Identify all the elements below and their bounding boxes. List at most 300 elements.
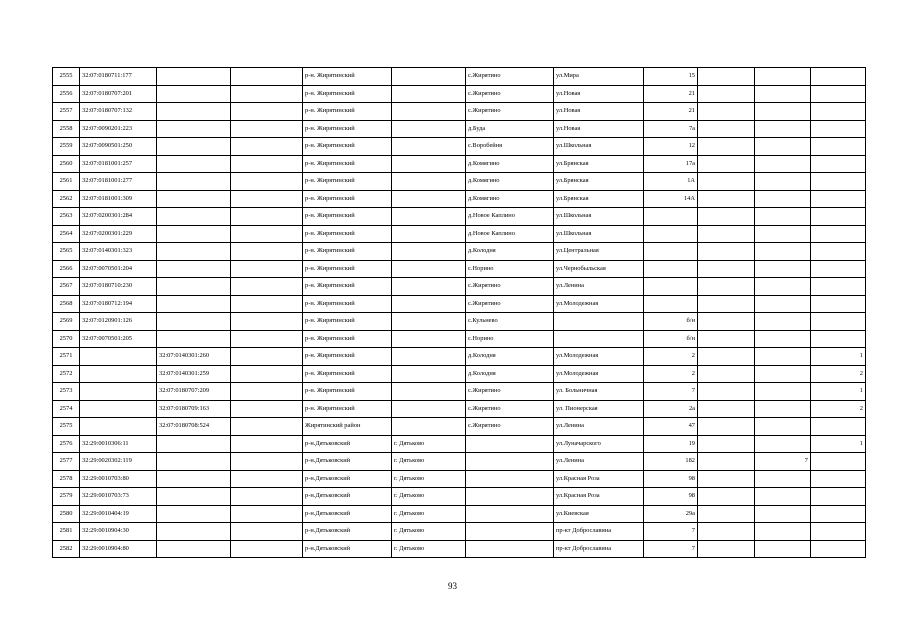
table-cell bbox=[698, 68, 755, 86]
table-cell bbox=[811, 85, 866, 103]
district-cell: р-н. Жирятинский bbox=[303, 225, 392, 243]
cadastral-number-cell: 32:07:0180707:201 bbox=[80, 85, 157, 103]
table-cell bbox=[755, 260, 811, 278]
table-cell bbox=[231, 225, 303, 243]
district-cell: р-н.Дятьковский bbox=[303, 488, 392, 506]
table-cell bbox=[755, 155, 811, 173]
city-cell bbox=[392, 138, 466, 156]
cadastral-number-cell: 32:07:0140301:323 bbox=[80, 243, 157, 261]
table-row bbox=[53, 155, 866, 173]
previous-cadastral-number-cell bbox=[157, 278, 231, 296]
table-cell bbox=[698, 435, 755, 453]
district-cell: р-н. Жирятинский bbox=[303, 330, 392, 348]
row-number-cell: 2580 bbox=[53, 505, 80, 523]
city-cell bbox=[392, 68, 466, 86]
house-number-cell bbox=[644, 243, 698, 261]
table-cell bbox=[755, 435, 811, 453]
table-cell bbox=[231, 418, 303, 436]
table-row bbox=[53, 173, 866, 191]
table-cell bbox=[698, 85, 755, 103]
city-cell: г. Дятьково bbox=[392, 540, 466, 558]
table-cell bbox=[698, 505, 755, 523]
table-cell bbox=[755, 488, 811, 506]
table-row bbox=[53, 208, 866, 226]
table-cell bbox=[755, 138, 811, 156]
street-cell: ул.Луначарского bbox=[554, 435, 644, 453]
house-number-cell: 7 bbox=[644, 540, 698, 558]
table-cell bbox=[698, 400, 755, 418]
cadastral-number-cell: 32:07:0200301:284 bbox=[80, 208, 157, 226]
table-cell bbox=[698, 138, 755, 156]
table-cell bbox=[231, 435, 303, 453]
table-row bbox=[53, 383, 866, 401]
page-number: 93 bbox=[448, 581, 457, 591]
table-cell bbox=[811, 155, 866, 173]
table-cell bbox=[811, 470, 866, 488]
table-cell bbox=[231, 103, 303, 121]
table-cell bbox=[698, 173, 755, 191]
street-cell: ул.Новая bbox=[554, 103, 644, 121]
table-cell bbox=[231, 540, 303, 558]
previous-cadastral-number-cell: 32:07:0140301:259 bbox=[157, 365, 231, 383]
street-cell: ул.Киевская bbox=[554, 505, 644, 523]
previous-cadastral-number-cell: 32:07:0180707:209 bbox=[157, 383, 231, 401]
district-cell: р-н. Жирятинский bbox=[303, 278, 392, 296]
locality-cell: д.Комягино bbox=[466, 155, 554, 173]
street-cell: пр-кт Доброславина bbox=[554, 540, 644, 558]
locality-cell: с.Норино bbox=[466, 330, 554, 348]
street-cell: ул. Пионерская bbox=[554, 400, 644, 418]
table-cell bbox=[755, 330, 811, 348]
previous-cadastral-number-cell bbox=[157, 103, 231, 121]
locality-cell: с.Воробейня bbox=[466, 138, 554, 156]
table-cell bbox=[755, 120, 811, 138]
cadastral-number-cell: 32:07:0180710:230 bbox=[80, 278, 157, 296]
table-row bbox=[53, 138, 866, 156]
district-cell: р-н.Дятьковский bbox=[303, 453, 392, 471]
row-number-cell: 2578 bbox=[53, 470, 80, 488]
city-cell bbox=[392, 225, 466, 243]
table-cell bbox=[698, 155, 755, 173]
locality-cell: с.Жирятино bbox=[466, 68, 554, 86]
table-cell bbox=[755, 348, 811, 366]
table-cell bbox=[231, 295, 303, 313]
table-cell bbox=[698, 488, 755, 506]
street-cell bbox=[554, 313, 644, 331]
table-cell bbox=[811, 295, 866, 313]
house-number-cell: 21 bbox=[644, 103, 698, 121]
city-cell bbox=[392, 418, 466, 436]
table-cell bbox=[755, 68, 811, 86]
table-row bbox=[53, 470, 866, 488]
city-cell bbox=[392, 295, 466, 313]
district-cell: р-н. Жирятинский bbox=[303, 348, 392, 366]
table-cell bbox=[755, 400, 811, 418]
table-cell bbox=[698, 348, 755, 366]
cadastral-number-cell: 32:07:0180712:194 bbox=[80, 295, 157, 313]
city-cell: г. Дятьково bbox=[392, 488, 466, 506]
cadastral-number-cell: 32:07:0180711:177 bbox=[80, 68, 157, 86]
house-number-cell: 17а bbox=[644, 155, 698, 173]
locality-cell: с.Жирятино bbox=[466, 103, 554, 121]
table-row bbox=[53, 120, 866, 138]
street-cell: ул.Молодежная bbox=[554, 365, 644, 383]
table-row bbox=[53, 488, 866, 506]
previous-cadastral-number-cell bbox=[157, 190, 231, 208]
district-cell: р-н. Жирятинский bbox=[303, 85, 392, 103]
house-number-cell: 15 bbox=[644, 68, 698, 86]
cadastral-number-cell: 32:07:0180707:132 bbox=[80, 103, 157, 121]
district-cell: р-н.Дятьковский bbox=[303, 435, 392, 453]
table-row bbox=[53, 523, 866, 541]
street-cell bbox=[554, 330, 644, 348]
table-cell bbox=[698, 383, 755, 401]
house-number-cell: 182 bbox=[644, 453, 698, 471]
table-row bbox=[53, 365, 866, 383]
house-number-cell: 7а bbox=[644, 120, 698, 138]
table-row bbox=[53, 418, 866, 436]
table-cell bbox=[811, 138, 866, 156]
table-row bbox=[53, 453, 866, 471]
district-cell: Жирятинский район bbox=[303, 418, 392, 436]
row-number-cell: 2556 bbox=[53, 85, 80, 103]
street-cell: ул.Брянская bbox=[554, 173, 644, 191]
city-cell: г. Дятьково bbox=[392, 435, 466, 453]
previous-cadastral-number-cell bbox=[157, 85, 231, 103]
cadastral-number-cell: 32:29:0010904:30 bbox=[80, 523, 157, 541]
locality-cell: д.Комягино bbox=[466, 190, 554, 208]
house-number-cell bbox=[644, 278, 698, 296]
city-cell bbox=[392, 400, 466, 418]
cadastral-number-cell: 32:07:0200301:229 bbox=[80, 225, 157, 243]
cadastral-number-cell: 32:07:0070501:205 bbox=[80, 330, 157, 348]
table-cell bbox=[755, 540, 811, 558]
table-cell bbox=[231, 155, 303, 173]
district-cell: р-н. Жирятинский bbox=[303, 365, 392, 383]
table-cell bbox=[811, 488, 866, 506]
table-cell bbox=[755, 278, 811, 296]
district-cell: р-н. Жирятинский bbox=[303, 295, 392, 313]
district-cell: р-н.Дятьковский bbox=[303, 523, 392, 541]
table-cell bbox=[698, 260, 755, 278]
district-cell: р-н.Дятьковский bbox=[303, 505, 392, 523]
table-cell bbox=[811, 190, 866, 208]
house-number-cell: 19 bbox=[644, 435, 698, 453]
district-cell: р-н. Жирятинский bbox=[303, 383, 392, 401]
table-cell: 1 bbox=[811, 383, 866, 401]
cadastral-number-cell: 32:29:0020302:119 bbox=[80, 453, 157, 471]
street-cell: ул.Мира bbox=[554, 68, 644, 86]
table-cell bbox=[811, 523, 866, 541]
house-number-cell: б/н bbox=[644, 313, 698, 331]
table-cell bbox=[231, 85, 303, 103]
table-cell bbox=[811, 418, 866, 436]
house-number-cell: 2 bbox=[644, 348, 698, 366]
street-cell: ул.Новая bbox=[554, 120, 644, 138]
table-cell bbox=[231, 383, 303, 401]
table-cell bbox=[231, 348, 303, 366]
locality-cell: д.Колодня bbox=[466, 365, 554, 383]
table-cell bbox=[755, 208, 811, 226]
district-cell: р-н.Дятьковский bbox=[303, 470, 392, 488]
table-cell bbox=[755, 383, 811, 401]
table-cell bbox=[698, 190, 755, 208]
table-cell bbox=[698, 523, 755, 541]
city-cell bbox=[392, 173, 466, 191]
street-cell: ул.Молодежная bbox=[554, 348, 644, 366]
row-number-cell: 2558 bbox=[53, 120, 80, 138]
table-cell bbox=[811, 208, 866, 226]
table-cell bbox=[755, 523, 811, 541]
city-cell bbox=[392, 383, 466, 401]
locality-cell: с.Жирятино bbox=[466, 85, 554, 103]
locality-cell: с.Норино bbox=[466, 260, 554, 278]
previous-cadastral-number-cell bbox=[157, 453, 231, 471]
city-cell bbox=[392, 348, 466, 366]
table-row bbox=[53, 68, 866, 86]
row-number-cell: 2559 bbox=[53, 138, 80, 156]
table-cell bbox=[698, 103, 755, 121]
locality-cell: с.Жирятино bbox=[466, 400, 554, 418]
city-cell bbox=[392, 330, 466, 348]
table-cell bbox=[231, 68, 303, 86]
table-cell bbox=[231, 453, 303, 471]
row-number-cell: 2575 bbox=[53, 418, 80, 436]
table-row bbox=[53, 260, 866, 278]
locality-cell: д.Комягино bbox=[466, 173, 554, 191]
table-row bbox=[53, 190, 866, 208]
table-cell bbox=[231, 470, 303, 488]
table-row bbox=[53, 540, 866, 558]
house-number-cell: 12 bbox=[644, 138, 698, 156]
previous-cadastral-number-cell bbox=[157, 330, 231, 348]
previous-cadastral-number-cell: 32:07:0180709:163 bbox=[157, 400, 231, 418]
row-number-cell: 2570 bbox=[53, 330, 80, 348]
locality-cell bbox=[466, 453, 554, 471]
table-cell bbox=[231, 120, 303, 138]
table-cell bbox=[698, 243, 755, 261]
row-number-cell: 2574 bbox=[53, 400, 80, 418]
table-cell bbox=[231, 523, 303, 541]
street-cell: ул.Новая bbox=[554, 85, 644, 103]
table-row bbox=[53, 278, 866, 296]
row-number-cell: 2579 bbox=[53, 488, 80, 506]
house-number-cell: 47 bbox=[644, 418, 698, 436]
table-cell bbox=[231, 330, 303, 348]
table-cell bbox=[811, 260, 866, 278]
district-cell: р-н. Жирятинский bbox=[303, 208, 392, 226]
house-number-cell: б/н bbox=[644, 330, 698, 348]
table-cell bbox=[755, 103, 811, 121]
table-row bbox=[53, 243, 866, 261]
table-cell bbox=[755, 313, 811, 331]
city-cell: г. Дятьково bbox=[392, 470, 466, 488]
city-cell bbox=[392, 120, 466, 138]
district-cell: р-н. Жирятинский bbox=[303, 155, 392, 173]
table-body bbox=[53, 68, 866, 558]
previous-cadastral-number-cell bbox=[157, 488, 231, 506]
locality-cell: с.Жирятино bbox=[466, 278, 554, 296]
district-cell: р-н. Жирятинский bbox=[303, 68, 392, 86]
district-cell: р-н. Жирятинский bbox=[303, 190, 392, 208]
table-cell bbox=[811, 505, 866, 523]
table-cell bbox=[811, 68, 866, 86]
table-cell bbox=[755, 85, 811, 103]
street-cell: ул.Брянская bbox=[554, 155, 644, 173]
table-cell bbox=[231, 138, 303, 156]
street-cell: ул.Центральная bbox=[554, 243, 644, 261]
locality-cell bbox=[466, 488, 554, 506]
previous-cadastral-number-cell: 32:07:0140301:260 bbox=[157, 348, 231, 366]
previous-cadastral-number-cell bbox=[157, 470, 231, 488]
table-cell: 7 bbox=[755, 453, 811, 471]
table-cell bbox=[698, 470, 755, 488]
street-cell: ул.Ленина bbox=[554, 453, 644, 471]
district-cell: р-н. Жирятинский bbox=[303, 313, 392, 331]
table-cell bbox=[698, 453, 755, 471]
previous-cadastral-number-cell bbox=[157, 243, 231, 261]
house-number-cell: 2 bbox=[644, 365, 698, 383]
house-number-cell: 2а bbox=[644, 400, 698, 418]
city-cell bbox=[392, 85, 466, 103]
previous-cadastral-number-cell bbox=[157, 435, 231, 453]
table-row bbox=[53, 103, 866, 121]
city-cell: г. Дятьково bbox=[392, 523, 466, 541]
house-number-cell: 21 bbox=[644, 85, 698, 103]
district-cell: р-н. Жирятинский bbox=[303, 260, 392, 278]
table-cell bbox=[811, 313, 866, 331]
city-cell: г. Дятьково bbox=[392, 505, 466, 523]
city-cell bbox=[392, 103, 466, 121]
table-cell bbox=[231, 278, 303, 296]
row-number-cell: 2571 bbox=[53, 348, 80, 366]
table-cell bbox=[231, 313, 303, 331]
house-number-cell bbox=[644, 260, 698, 278]
previous-cadastral-number-cell bbox=[157, 540, 231, 558]
locality-cell: д.Колодня bbox=[466, 243, 554, 261]
cadastral-number-cell: 32:29:0010703:80 bbox=[80, 470, 157, 488]
table-cell bbox=[755, 505, 811, 523]
previous-cadastral-number-cell bbox=[157, 523, 231, 541]
cadastral-number-cell bbox=[80, 400, 157, 418]
table-cell bbox=[698, 278, 755, 296]
table-cell: 2 bbox=[811, 365, 866, 383]
cadastral-number-cell: 32:29:0010306:11 bbox=[80, 435, 157, 453]
cadastral-number-cell bbox=[80, 418, 157, 436]
table-cell bbox=[755, 190, 811, 208]
street-cell: ул.Школьная bbox=[554, 225, 644, 243]
table-cell bbox=[698, 540, 755, 558]
table-row bbox=[53, 225, 866, 243]
table-cell bbox=[231, 400, 303, 418]
previous-cadastral-number-cell bbox=[157, 138, 231, 156]
table-cell bbox=[698, 330, 755, 348]
street-cell: ул.Брянская bbox=[554, 190, 644, 208]
street-cell: ул.Ленина bbox=[554, 278, 644, 296]
table-cell: 1 bbox=[811, 348, 866, 366]
house-number-cell: 98 bbox=[644, 488, 698, 506]
district-cell: р-н. Жирятинский bbox=[303, 173, 392, 191]
locality-cell bbox=[466, 505, 554, 523]
house-number-cell: 29а bbox=[644, 505, 698, 523]
house-number-cell bbox=[644, 295, 698, 313]
row-number-cell: 2561 bbox=[53, 173, 80, 191]
table-row bbox=[53, 505, 866, 523]
locality-cell: с.Кульнево bbox=[466, 313, 554, 331]
registry-table bbox=[52, 67, 866, 558]
city-cell bbox=[392, 278, 466, 296]
cadastral-number-cell: 32:07:0120901:126 bbox=[80, 313, 157, 331]
table-cell bbox=[755, 470, 811, 488]
cadastral-number-cell: 32:07:0090501:250 bbox=[80, 138, 157, 156]
row-number-cell: 2557 bbox=[53, 103, 80, 121]
table-cell bbox=[755, 173, 811, 191]
table-cell bbox=[231, 173, 303, 191]
table-cell bbox=[755, 243, 811, 261]
locality-cell bbox=[466, 523, 554, 541]
cadastral-number-cell: 32:29:0010404:19 bbox=[80, 505, 157, 523]
locality-cell bbox=[466, 435, 554, 453]
locality-cell: с.Жирятино bbox=[466, 295, 554, 313]
table-cell bbox=[698, 208, 755, 226]
table-cell bbox=[231, 190, 303, 208]
locality-cell: д.Новое Каплино bbox=[466, 208, 554, 226]
street-cell: ул. Больничная bbox=[554, 383, 644, 401]
row-number-cell: 2564 bbox=[53, 225, 80, 243]
locality-cell bbox=[466, 540, 554, 558]
table-cell bbox=[811, 103, 866, 121]
row-number-cell: 2582 bbox=[53, 540, 80, 558]
table-cell bbox=[231, 365, 303, 383]
table-cell bbox=[811, 243, 866, 261]
cadastral-number-cell: 32:07:0181001:257 bbox=[80, 155, 157, 173]
previous-cadastral-number-cell bbox=[157, 208, 231, 226]
row-number-cell: 2565 bbox=[53, 243, 80, 261]
table-cell bbox=[811, 540, 866, 558]
district-cell: р-н.Дятьковский bbox=[303, 540, 392, 558]
house-number-cell: 7 bbox=[644, 383, 698, 401]
locality-cell: д.Колодня bbox=[466, 348, 554, 366]
street-cell: ул.Ленина bbox=[554, 418, 644, 436]
cadastral-number-cell: 32:29:0010703:73 bbox=[80, 488, 157, 506]
house-number-cell: 98 bbox=[644, 470, 698, 488]
city-cell bbox=[392, 243, 466, 261]
table-cell bbox=[811, 330, 866, 348]
table-cell bbox=[698, 418, 755, 436]
table-cell bbox=[811, 453, 866, 471]
street-cell: ул.Чернобыльская bbox=[554, 260, 644, 278]
street-cell: пр-кт Доброславина bbox=[554, 523, 644, 541]
city-cell bbox=[392, 365, 466, 383]
city-cell: г. Дятьково bbox=[392, 453, 466, 471]
table-cell bbox=[755, 225, 811, 243]
table-cell bbox=[231, 505, 303, 523]
table-cell bbox=[231, 243, 303, 261]
table-cell bbox=[698, 365, 755, 383]
previous-cadastral-number-cell bbox=[157, 505, 231, 523]
district-cell: р-н. Жирятинский bbox=[303, 120, 392, 138]
row-number-cell: 2569 bbox=[53, 313, 80, 331]
street-cell: ул.Школьная bbox=[554, 208, 644, 226]
row-number-cell: 2567 bbox=[53, 278, 80, 296]
table-row bbox=[53, 295, 866, 313]
house-number-cell bbox=[644, 208, 698, 226]
cadastral-number-cell: 32:07:0181001:309 bbox=[80, 190, 157, 208]
table-cell bbox=[811, 120, 866, 138]
previous-cadastral-number-cell: 32:07:0180708:524 bbox=[157, 418, 231, 436]
district-cell: р-н. Жирятинский bbox=[303, 103, 392, 121]
table-row bbox=[53, 313, 866, 331]
